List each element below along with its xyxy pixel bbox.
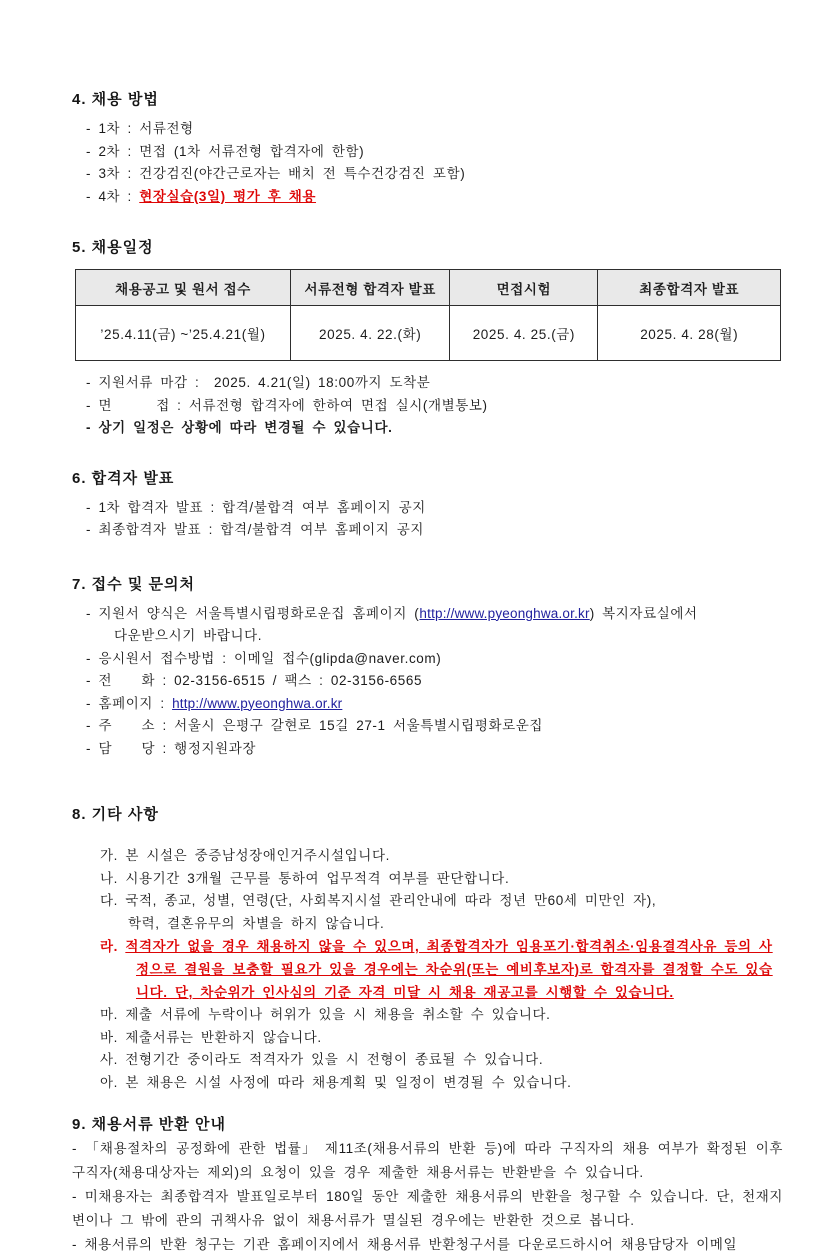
section-title: 7. 접수 및 문의처 <box>72 575 195 593</box>
contact-address-line: - 주 소 : 서울시 은평구 갈현로 15길 27-1 서울특별시립평화로운집 <box>86 718 544 733</box>
section-misc <box>72 803 783 1094</box>
list-item: - 1차 : 서류전형 <box>86 121 194 136</box>
schedule-header-row <box>76 270 781 306</box>
section-document-return <box>72 1113 783 1257</box>
schedule-data-cell: ’25.4.11(금) ~’25.4.21(월) <box>76 306 291 361</box>
return-paragraph: - 미채용자는 최종합격자 발표일로부터 180일 동안 제출한 채용서류의 반환을 청구할 수 있습니다. 단, 천재지변이나 그 밖에 관의 귀책사유 없이 채용서류가 멸실된 경우에는 반환한 것으로 봅니다. <box>72 1189 783 1228</box>
contact-homepage-line <box>86 693 783 716</box>
misc-item-ba: 바. 제출서류는 반환하지 않습니다. <box>100 1029 322 1045</box>
contact-manager-line: - 담 당 : 행정지원과장 <box>86 740 257 756</box>
schedule-data-row <box>76 306 781 361</box>
step4-prefix: - 4차 : <box>86 188 140 204</box>
schedule-header-cell: 서류전형 합격자 발표 <box>291 270 450 306</box>
contact-form-continuation: 다운받으시기 바랍니다. <box>114 628 263 643</box>
misc-item-na: 나. 시용기간 3개월 근무를 통하여 업무적격 여부를 판단합니다. <box>100 870 510 886</box>
section-title: 6. 합격자 발표 <box>72 469 175 487</box>
contact-form-pre: - 지원서 양식은 서울특별시립평화로운집 홈페이지 ( <box>86 605 420 621</box>
section-schedule <box>72 236 783 440</box>
schedule-table <box>75 269 781 361</box>
misc-item-ra-prefix: 라. <box>100 939 126 954</box>
list-item: - 1차 합격자 발표 : 합격/불합격 여부 홈페이지 공지 <box>86 499 426 515</box>
homepage-link[interactable]: http://www.pyeonghwa.or.kr <box>419 605 590 621</box>
contact-phone-line: - 전 화 : 02-3156-6515 / 팩스 : 02-3156-6565 <box>86 673 423 688</box>
misc-item-sa: 사. 전형기간 중이라도 적격자가 있을 시 전형이 종료될 수 있습니다. <box>100 1052 544 1067</box>
schedule-note: - 지원서류 마감 : 2025. 4.21(일) 18:00까지 도착분 <box>86 375 431 390</box>
schedule-header-cell: 최종합격자 발표 <box>598 270 781 306</box>
return-paragraph: - 「채용절차의 공정화에 관한 법률」 제11조(채용서류의 반환 등)에 따라 구직자의 채용 여부가 확정된 이후 구직자(채용대상자는 제외)의 요청이 있을 경우 제출한 채용서류는 반환받을 수 있습니다. <box>72 1141 783 1180</box>
schedule-data-cell: 2025. 4. 22.(화) <box>291 306 450 361</box>
section-title: 8. 기타 사항 <box>72 806 159 823</box>
homepage-label: - 홈페이지 : <box>86 695 173 711</box>
homepage-link[interactable]: http://www.pyeonghwa.or.kr <box>172 695 343 711</box>
section-announcement <box>72 467 783 542</box>
section-title: 9. 채용서류 반환 안내 <box>72 1116 226 1133</box>
misc-item-ma: 마. 제출 서류에 누락이나 허위가 있을 시 채용을 취소할 수 있습니다. <box>100 1007 551 1022</box>
list-item <box>86 186 783 209</box>
schedule-notes <box>72 372 783 440</box>
recruitment-method-list <box>72 118 783 208</box>
list-item: - 최종합격자 발표 : 합격/불합격 여부 홈페이지 공지 <box>86 522 425 537</box>
schedule-note: - 면 접 : 서류전형 합격자에 한하여 면접 실시(개별통보) <box>86 397 488 413</box>
misc-item-ah: 아. 본 채용은 시설 사정에 따라 채용계획 및 일정이 변경될 수 있습니다. <box>100 1074 572 1090</box>
contact-form-post: ) 복지자료실에서 <box>589 605 698 621</box>
return-paragraph: - 채용서류의 반환 청구는 기관 홈페이지에서 채용서류 반환청구서를 다운로드하시어 채용담당자 이메일 <box>72 1237 738 1252</box>
section-contact <box>72 573 783 761</box>
schedule-header-cell: 채용공고 및 원서 접수 <box>76 270 291 306</box>
section-recruitment-method <box>72 88 783 208</box>
schedule-data-cell: 2025. 4. 25.(금) <box>450 306 598 361</box>
contact-apply-line: - 응시원서 접수방법 : 이메일 접수(glipda@naver.com) <box>86 650 442 666</box>
misc-item-ra-text: 적격자가 없을 경우 채용하지 않을 수 있으며, 최종합격자가 임용포기·합격취소·임용결격사유 등의 사정으로 결원을 보충할 필요가 있을 경우에는 차순위(또는 예비후보자)로 합격자를 결정할 수도 있습니다. 단, 차순위가 인사심의 기준 자격 미달 시 채용 재공고를 시행할 수 있습니다. <box>125 939 773 1000</box>
announcement-list <box>72 497 783 542</box>
section-title: 5. 채용일정 <box>72 239 154 256</box>
schedule-header-cell: 면접시험 <box>450 270 598 306</box>
contact-form-line <box>86 603 783 626</box>
misc-item-ga: 가. 본 시설은 중증남성장애인거주시설입니다. <box>100 848 390 863</box>
schedule-note-emphasis: - 상기 일정은 상황에 따라 변경될 수 있습니다. <box>86 420 393 435</box>
misc-item-ra <box>100 935 783 1004</box>
list-item: - 3차 : 건강검진(야간근로자는 배치 전 특수건강검진 포함) <box>86 166 466 181</box>
list-item: - 2차 : 면접 (1차 서류전형 합격자에 한함) <box>86 143 365 159</box>
contact-list <box>72 603 783 761</box>
section-title: 4. 채용 방법 <box>72 91 159 108</box>
step4-highlight: 현장실습(3일) 평가 후 채용 <box>139 188 317 204</box>
schedule-data-cell: 2025. 4. 28(월) <box>598 306 781 361</box>
misc-item-da: 다. 국적, 종교, 성별, 연령(단, 사회복지시설 관리안내에 따라 정년 만60세 미만인 자), <box>100 893 657 908</box>
misc-item-da-continuation: 학력, 결혼유무의 차별을 하지 않습니다. <box>128 915 385 931</box>
